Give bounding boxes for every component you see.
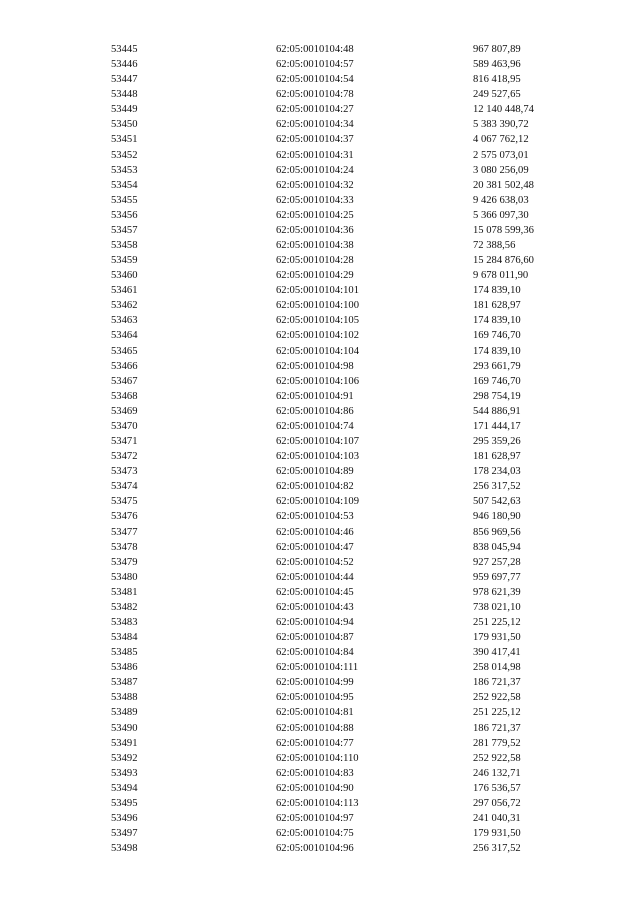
cadastral-value-cell: 390 417,41: [473, 647, 521, 659]
cadastral-value-cell: 5 383 390,72: [473, 119, 529, 131]
row-number-cell: 53491: [111, 737, 138, 749]
cadastral-value-cell: 186 721,37: [473, 677, 521, 689]
row-number-cell: 53485: [111, 647, 138, 659]
cadastral-number-cell: 62:05:0010104:74: [276, 420, 354, 432]
table-row: [0, 57, 640, 72]
row-number-cell: 53446: [111, 59, 138, 71]
cadastral-number-cell: 62:05:0010104:84: [276, 647, 354, 659]
cadastral-number-cell: 62:05:0010104:107: [276, 436, 359, 448]
cadastral-value-cell: 967 807,89: [473, 44, 521, 55]
row-number-cell: 53492: [111, 752, 138, 764]
cadastral-value-cell: 258 014,98: [473, 662, 521, 674]
table-row: [0, 570, 640, 585]
row-number-cell: 53470: [111, 420, 138, 432]
row-number-cell: 53465: [111, 345, 138, 357]
cadastral-value-cell: 959 697,77: [473, 571, 521, 583]
table-row: [0, 359, 640, 374]
cadastral-number-cell: 62:05:0010104:96: [276, 843, 354, 855]
cadastral-number-cell: 62:05:0010104:106: [276, 375, 359, 387]
cadastral-value-cell: 174 839,10: [473, 315, 521, 327]
table-row: [0, 751, 640, 766]
table-row: [0, 238, 640, 253]
cadastral-number-cell: 62:05:0010104:90: [276, 782, 354, 794]
cadastral-value-cell: 181 628,97: [473, 451, 521, 463]
row-number-cell: 53478: [111, 541, 138, 553]
cadastral-value-cell: 249 527,65: [473, 89, 521, 101]
cadastral-number-cell: 62:05:0010104:101: [276, 285, 359, 297]
cadastral-number-cell: 62:05:0010104:37: [276, 134, 354, 146]
cadastral-number-cell: 62:05:0010104:110: [276, 752, 359, 764]
cadastral-value-cell: 281 779,52: [473, 737, 521, 749]
row-number-cell: 53482: [111, 601, 138, 613]
cadastral-number-cell: 62:05:0010104:81: [276, 707, 354, 719]
table-row: [0, 585, 640, 600]
cadastral-value-cell: 246 132,71: [473, 767, 521, 779]
cadastral-number-cell: 62:05:0010104:82: [276, 481, 354, 493]
row-number-cell: 53497: [111, 828, 138, 840]
cadastral-number-cell: 62:05:0010104:75: [276, 828, 354, 840]
row-number-cell: 53490: [111, 722, 138, 734]
row-number-cell: 53449: [111, 104, 138, 116]
row-number-cell: 53451: [111, 134, 138, 146]
table-row: [0, 449, 640, 464]
row-number-cell: 53480: [111, 571, 138, 583]
row-number-cell: 53489: [111, 707, 138, 719]
row-number-cell: 53473: [111, 466, 138, 478]
cadastral-value-cell: 816 418,95: [473, 74, 521, 86]
table-row: [0, 600, 640, 615]
row-number-cell: 53448: [111, 89, 138, 101]
row-number-cell: 53445: [111, 44, 138, 55]
row-number-cell: 53447: [111, 74, 138, 86]
cadastral-number-cell: 62:05:0010104:46: [276, 526, 354, 538]
table-row: [0, 193, 640, 208]
cadastral-number-cell: 62:05:0010104:48: [276, 44, 354, 55]
cadastral-number-cell: 62:05:0010104:88: [276, 722, 354, 734]
cadastral-value-cell: 856 969,56: [473, 526, 521, 538]
table-row: [0, 298, 640, 313]
cadastral-number-cell: 62:05:0010104:97: [276, 812, 354, 824]
cadastral-number-cell: 62:05:0010104:86: [276, 405, 354, 417]
cadastral-value-cell: 297 056,72: [473, 797, 521, 809]
table-row: [0, 736, 640, 751]
row-number-cell: 53469: [111, 405, 138, 417]
cadastral-number-cell: 62:05:0010104:38: [276, 240, 354, 252]
row-number-cell: 53479: [111, 556, 138, 568]
cadastral-number-cell: 62:05:0010104:54: [276, 74, 354, 86]
row-number-cell: 53477: [111, 526, 138, 538]
cadastral-number-cell: 62:05:0010104:100: [276, 300, 359, 312]
table-row: [0, 645, 640, 660]
row-number-cell: 53472: [111, 451, 138, 463]
table-row: [0, 344, 640, 359]
row-number-cell: 53484: [111, 632, 138, 644]
table-row: [0, 525, 640, 540]
cadastral-value-table: [0, 42, 640, 856]
cadastral-number-cell: 62:05:0010104:32: [276, 179, 354, 191]
table-row: [0, 117, 640, 132]
cadastral-number-cell: 62:05:0010104:27: [276, 104, 354, 116]
table-row: [0, 721, 640, 736]
cadastral-number-cell: 62:05:0010104:77: [276, 737, 354, 749]
cadastral-value-cell: 293 661,79: [473, 360, 521, 372]
row-number-cell: 53464: [111, 330, 138, 342]
table-row: [0, 223, 640, 238]
cadastral-value-cell: 169 746,70: [473, 375, 521, 387]
table-row: [0, 148, 640, 163]
table-row: [0, 705, 640, 720]
cadastral-value-cell: 251 225,12: [473, 707, 521, 719]
table-row: [0, 615, 640, 630]
cadastral-number-cell: 62:05:0010104:44: [276, 571, 354, 583]
table-row: [0, 42, 640, 57]
table-row: [0, 479, 640, 494]
row-number-cell: 53488: [111, 692, 138, 704]
table-row: [0, 328, 640, 343]
row-number-cell: 53461: [111, 285, 138, 297]
cadastral-number-cell: 62:05:0010104:91: [276, 390, 354, 402]
table-row: [0, 283, 640, 298]
table-row: [0, 690, 640, 705]
cadastral-number-cell: 62:05:0010104:25: [276, 209, 354, 221]
row-number-cell: 53476: [111, 511, 138, 523]
table-row: [0, 675, 640, 690]
table-row: [0, 313, 640, 328]
cadastral-value-cell: 927 257,28: [473, 556, 521, 568]
table-row: [0, 660, 640, 675]
cadastral-value-cell: 15 284 876,60: [473, 255, 534, 267]
row-number-cell: 53468: [111, 390, 138, 402]
cadastral-value-cell: 179 931,50: [473, 828, 521, 840]
cadastral-number-cell: 62:05:0010104:95: [276, 692, 354, 704]
cadastral-number-cell: 62:05:0010104:98: [276, 360, 354, 372]
cadastral-number-cell: 62:05:0010104:94: [276, 616, 354, 628]
cadastral-number-cell: 62:05:0010104:29: [276, 270, 354, 282]
cadastral-number-cell: 62:05:0010104:102: [276, 330, 359, 342]
cadastral-value-cell: 5 366 097,30: [473, 209, 529, 221]
row-number-cell: 53483: [111, 616, 138, 628]
row-number-cell: 53498: [111, 843, 138, 855]
row-number-cell: 53486: [111, 662, 138, 674]
cadastral-number-cell: 62:05:0010104:33: [276, 194, 354, 206]
row-number-cell: 53475: [111, 496, 138, 508]
row-number-cell: 53463: [111, 315, 138, 327]
table-row: [0, 434, 640, 449]
row-number-cell: 53481: [111, 586, 138, 598]
table-row: [0, 132, 640, 147]
table-row: [0, 494, 640, 509]
row-number-cell: 53452: [111, 149, 138, 161]
table-row: [0, 389, 640, 404]
row-number-cell: 53496: [111, 812, 138, 824]
cadastral-number-cell: 62:05:0010104:78: [276, 89, 354, 101]
cadastral-value-cell: 241 040,31: [473, 812, 521, 824]
cadastral-value-cell: 251 225,12: [473, 616, 521, 628]
cadastral-value-cell: 738 021,10: [473, 601, 521, 613]
row-number-cell: 53450: [111, 119, 138, 131]
table-row: [0, 208, 640, 223]
cadastral-value-cell: 12 140 448,74: [473, 104, 534, 116]
cadastral-value-cell: 838 045,94: [473, 541, 521, 553]
cadastral-number-cell: 62:05:0010104:34: [276, 119, 354, 131]
cadastral-value-cell: 4 067 762,12: [473, 134, 529, 146]
cadastral-value-cell: 20 381 502,48: [473, 179, 534, 191]
cadastral-value-cell: 15 078 599,36: [473, 224, 534, 236]
cadastral-value-cell: 507 542,63: [473, 496, 521, 508]
row-number-cell: 53494: [111, 782, 138, 794]
cadastral-number-cell: 62:05:0010104:47: [276, 541, 354, 553]
cadastral-value-cell: 171 444,17: [473, 420, 521, 432]
cadastral-value-cell: 178 234,03: [473, 466, 521, 478]
cadastral-number-cell: 62:05:0010104:57: [276, 59, 354, 71]
row-number-cell: 53458: [111, 240, 138, 252]
table-row: [0, 464, 640, 479]
cadastral-number-cell: 62:05:0010104:24: [276, 164, 354, 176]
cadastral-value-cell: 176 536,57: [473, 782, 521, 794]
table-row: [0, 253, 640, 268]
row-number-cell: 53467: [111, 375, 138, 387]
row-number-cell: 53493: [111, 767, 138, 779]
table-row: [0, 811, 640, 826]
row-number-cell: 53455: [111, 194, 138, 206]
cadastral-value-cell: 252 922,58: [473, 752, 521, 764]
row-number-cell: 53456: [111, 209, 138, 221]
row-number-cell: 53487: [111, 677, 138, 689]
row-number-cell: 53453: [111, 164, 138, 176]
cadastral-value-cell: 174 839,10: [473, 345, 521, 357]
table-row: [0, 178, 640, 193]
row-number-cell: 53459: [111, 255, 138, 267]
table-row: [0, 555, 640, 570]
cadastral-number-cell: 62:05:0010104:104: [276, 345, 359, 357]
cadastral-value-cell: 186 721,37: [473, 722, 521, 734]
cadastral-number-cell: 62:05:0010104:105: [276, 315, 359, 327]
table-row: [0, 87, 640, 102]
cadastral-number-cell: 62:05:0010104:103: [276, 451, 359, 463]
row-number-cell: 53495: [111, 797, 138, 809]
cadastral-value-cell: 589 463,96: [473, 59, 521, 71]
row-number-cell: 53474: [111, 481, 138, 493]
cadastral-value-cell: 169 746,70: [473, 330, 521, 342]
cadastral-number-cell: 62:05:0010104:28: [276, 255, 354, 267]
cadastral-number-cell: 62:05:0010104:113: [276, 797, 359, 809]
table-row: [0, 841, 640, 856]
table-row: [0, 796, 640, 811]
table-row: [0, 540, 640, 555]
table-row: [0, 404, 640, 419]
cadastral-number-cell: 62:05:0010104:109: [276, 496, 359, 508]
cadastral-value-cell: 544 886,91: [473, 405, 521, 417]
row-number-cell: 53460: [111, 270, 138, 282]
table-row: [0, 102, 640, 117]
table-row: [0, 766, 640, 781]
cadastral-value-cell: 295 359,26: [473, 436, 521, 448]
table-row: [0, 419, 640, 434]
cadastral-number-cell: 62:05:0010104:87: [276, 632, 354, 644]
cadastral-value-cell: 978 621,39: [473, 586, 521, 598]
cadastral-number-cell: 62:05:0010104:31: [276, 149, 354, 161]
cadastral-number-cell: 62:05:0010104:99: [276, 677, 354, 689]
row-number-cell: 53466: [111, 360, 138, 372]
row-number-cell: 53471: [111, 436, 138, 448]
cadastral-value-cell: 181 628,97: [473, 300, 521, 312]
cadastral-value-cell: 3 080 256,09: [473, 164, 529, 176]
row-number-cell: 53457: [111, 224, 138, 236]
row-number-cell: 53454: [111, 179, 138, 191]
cadastral-value-cell: 9 426 638,03: [473, 194, 529, 206]
table-row: [0, 72, 640, 87]
cadastral-value-cell: 9 678 011,90: [473, 270, 529, 282]
cadastral-value-cell: 298 754,19: [473, 390, 521, 402]
cadastral-number-cell: 62:05:0010104:43: [276, 601, 354, 613]
cadastral-value-cell: 256 317,52: [473, 481, 521, 493]
cadastral-value-cell: 946 180,90: [473, 511, 521, 523]
cadastral-number-cell: 62:05:0010104:36: [276, 224, 354, 236]
cadastral-number-cell: 62:05:0010104:89: [276, 466, 354, 478]
table-row: [0, 630, 640, 645]
cadastral-number-cell: 62:05:0010104:45: [276, 586, 354, 598]
table-row: [0, 163, 640, 178]
cadastral-value-cell: 179 931,50: [473, 632, 521, 644]
table-row: [0, 781, 640, 796]
row-number-cell: 53462: [111, 300, 138, 312]
table-row: [0, 509, 640, 524]
cadastral-value-cell: 252 922,58: [473, 692, 521, 704]
cadastral-value-cell: 174 839,10: [473, 285, 521, 297]
table-row: [0, 374, 640, 389]
cadastral-number-cell: 62:05:0010104:83: [276, 767, 354, 779]
cadastral-number-cell: 62:05:0010104:111: [276, 662, 359, 674]
cadastral-number-cell: 62:05:0010104:52: [276, 556, 354, 568]
cadastral-value-cell: 256 317,52: [473, 843, 521, 855]
table-row: [0, 826, 640, 841]
cadastral-value-cell: 72 388,56: [473, 240, 516, 252]
table-row: [0, 268, 640, 283]
cadastral-number-cell: 62:05:0010104:53: [276, 511, 354, 523]
cadastral-value-cell: 2 575 073,01: [473, 149, 529, 161]
